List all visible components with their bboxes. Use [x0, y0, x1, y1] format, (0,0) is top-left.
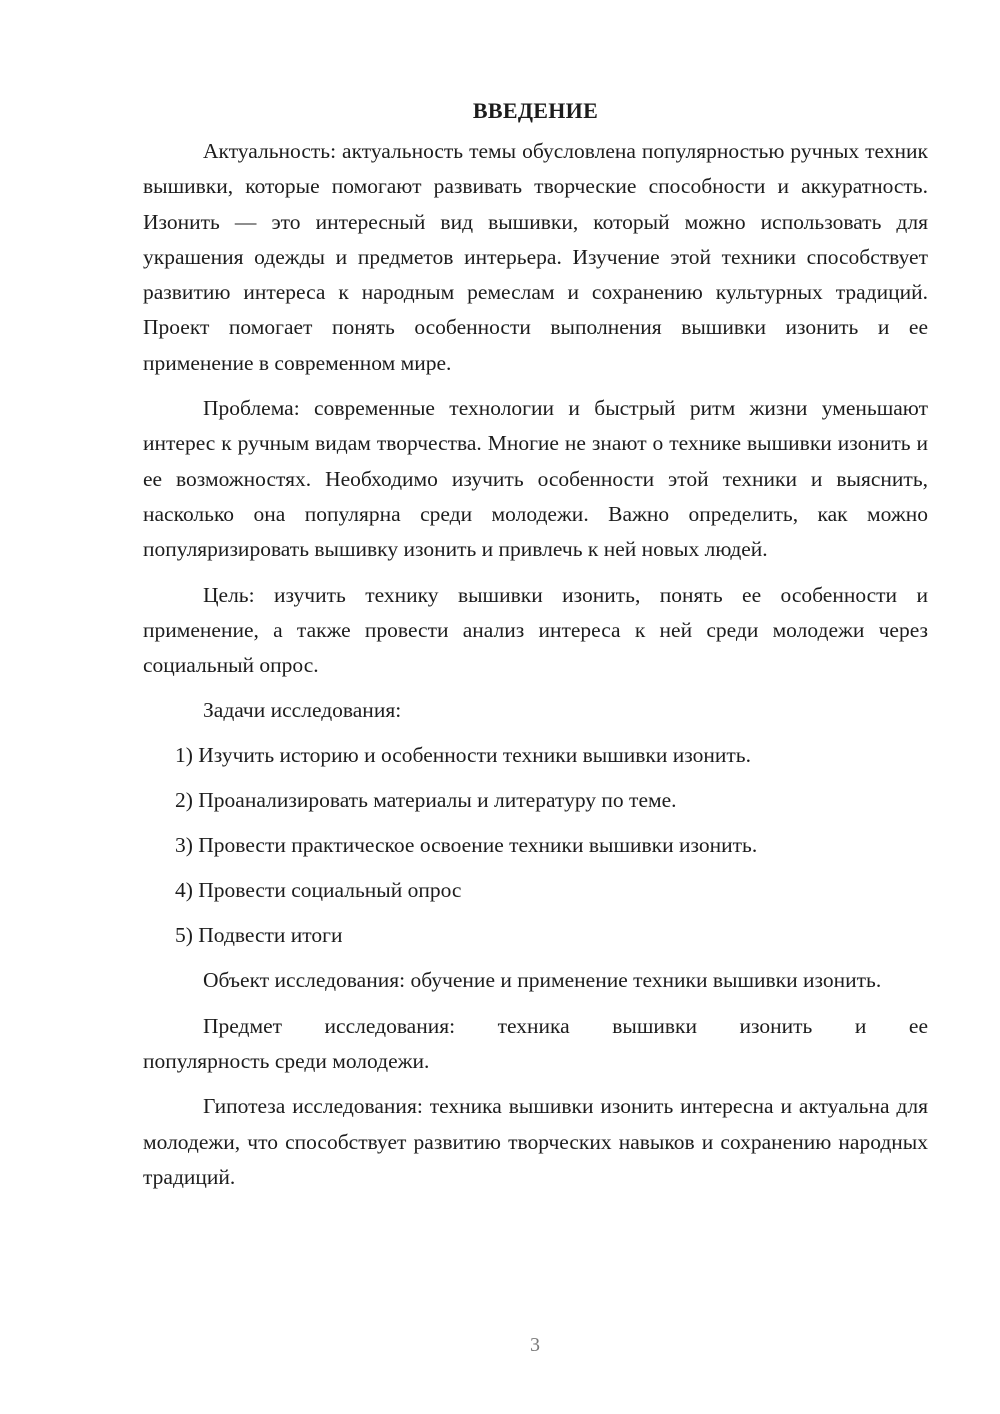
- task-item: 2) Проанализировать материалы и литературу по теме.: [175, 788, 677, 813]
- task-item: 5) Подвести итоги: [175, 923, 343, 948]
- page-number: 3: [530, 1334, 540, 1356]
- subject-line-2: популярность среди молодежи.: [143, 1049, 430, 1074]
- document-page: [143, 93, 928, 1205]
- subject-paragraph: [143, 1009, 928, 1080]
- section-title: ВВЕДЕНИЕ: [472, 98, 599, 123]
- relevance-paragraph: Актуальность: актуальность темы обусловлена популярностью ручных техник вышивки, которые помогают развивать творческие способности и аккуратность. Изонить — это интересный вид вышивки, который можно использовать для украшения одежды и предметов интерьера. Изучение этой техники способствует развитию интереса к народным ремеслам и сохранению культурных традиций. Проект помогает понять особенности выполнения вышивки изонить и ее применение в современном мире.: [143, 139, 928, 375]
- subject-line-1: Предмет исследования: техника вышивки изонить и ее: [203, 1013, 928, 1038]
- tasks-list: [143, 738, 928, 953]
- goal-paragraph: Цель: изучить технику вышивки изонить, понять ее особенности и применение, а также провести анализ интереса к ней среди молодежи через социальный опрос.: [143, 582, 928, 678]
- task-item: 1) Изучить историю и особенности техники вышивки изонить.: [175, 743, 751, 768]
- problem-paragraph: Проблема: современные технологии и быстрый ритм жизни уменьшают интерес к ручным видам творчества. Многие не знают о технике вышивки изонить и ее возможностях. Необходимо изучить особенности этой техники и выяснить, насколько она популярна среди молодежи. Важно определить, как можно популяризировать вышивку изонить и привлечь к ней новых людей.: [143, 396, 928, 562]
- task-item: 4) Провести социальный опрос: [175, 878, 462, 903]
- object-paragraph: Объект исследования: обучение и применение техники вышивки изонить.: [203, 968, 882, 993]
- hypothesis-paragraph: Гипотеза исследования: техника вышивки изонить интересна и актуальна для молодежи, что способствует развитию творческих навыков и сохранению народных традиций.: [143, 1094, 928, 1189]
- task-item: 3) Провести практическое освоение техники вышивки изонить.: [175, 833, 758, 858]
- tasks-heading: Задачи исследования:: [203, 698, 402, 723]
